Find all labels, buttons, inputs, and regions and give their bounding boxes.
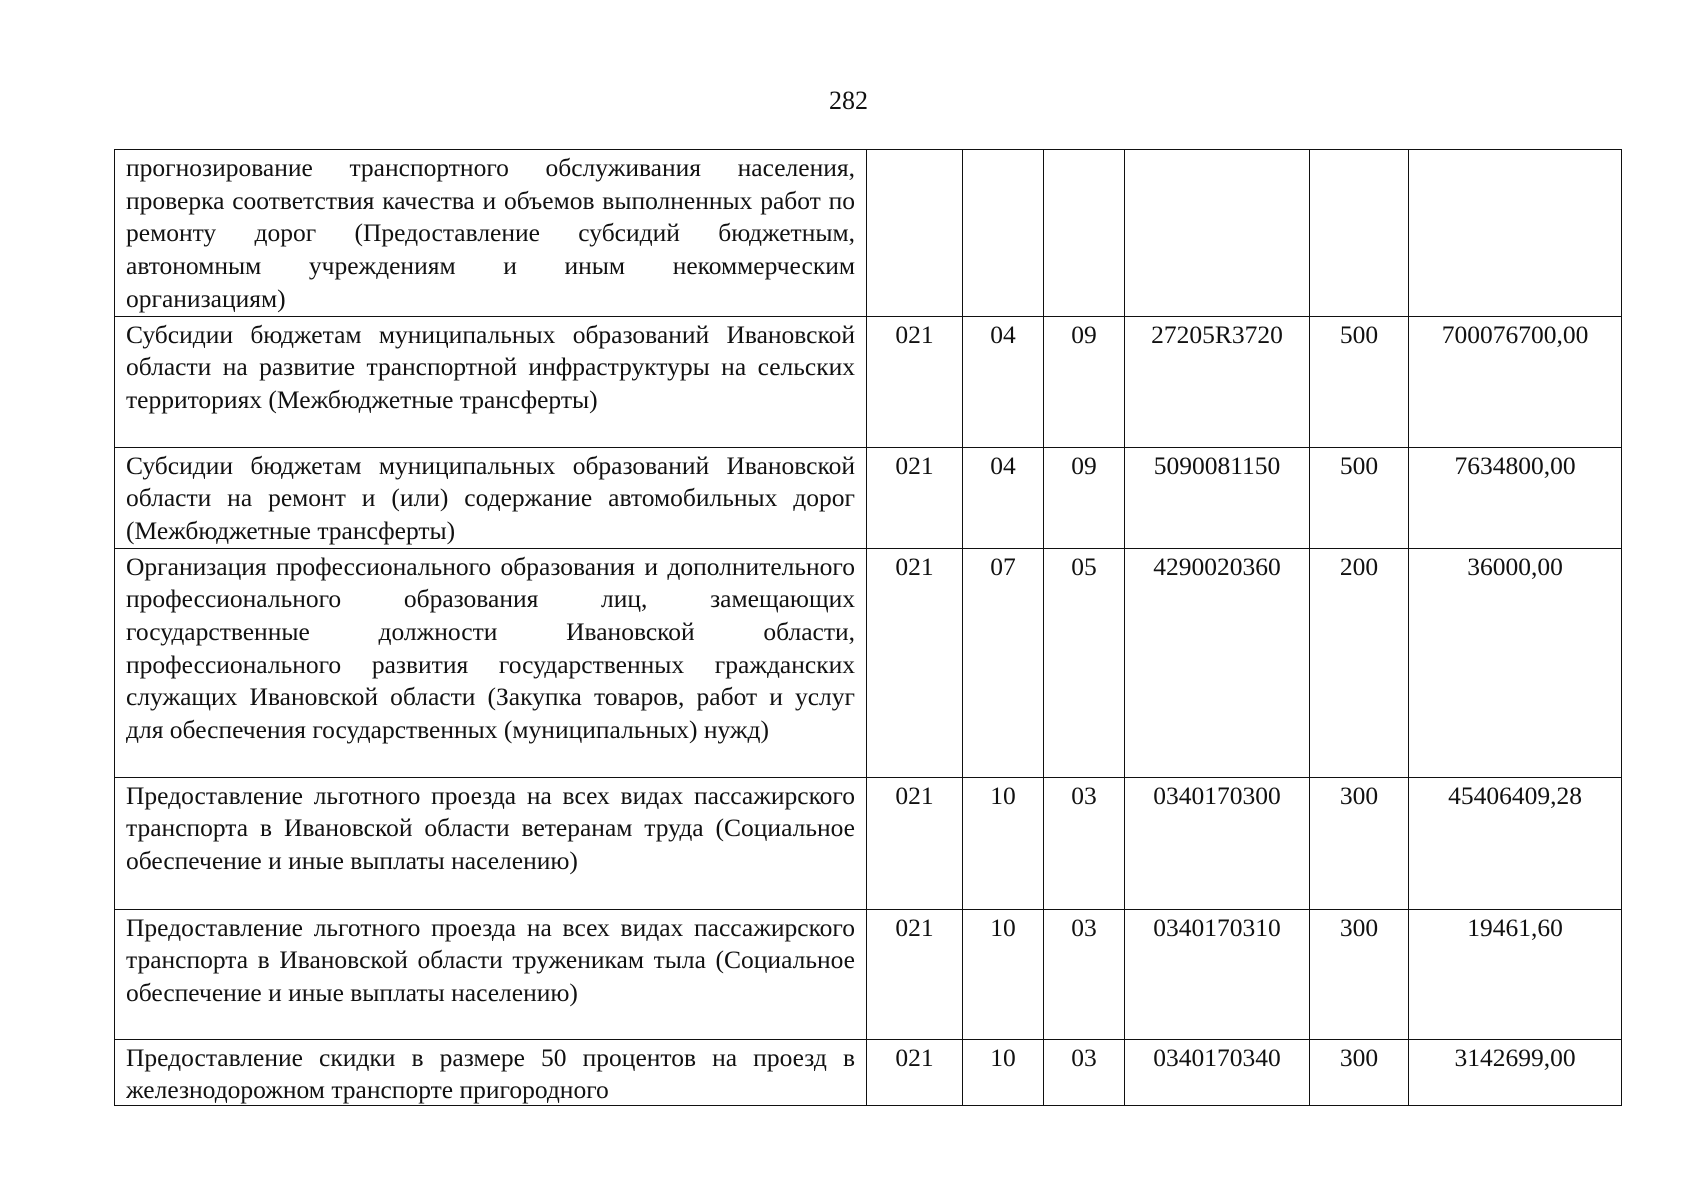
ministry-code: 021	[867, 316, 963, 447]
expense-type-code	[1310, 150, 1409, 317]
subsection-code: 09	[1044, 447, 1125, 548]
row-description: Субсидии бюджетам муниципальных образований Ивановской области на ремонт и (или) содержание автомобильных дорог (Межбюджетные трансферты)	[115, 447, 867, 548]
target-article-code: 0340170340	[1125, 1039, 1310, 1105]
subsection-code: 03	[1044, 1039, 1125, 1105]
row-description: прогнозирование транспортного обслуживания населения, проверка соответствия качества и объемов выполненных работ по ремонту дорог (Предоставление субсидий бюджетным, автономным учреждениям и иным некоммерческим организациям)	[115, 150, 867, 317]
target-article-code: 0340170310	[1125, 909, 1310, 1039]
subsection-code: 03	[1044, 909, 1125, 1039]
section-code: 07	[963, 548, 1044, 777]
target-article-code: 27205R3720	[1125, 316, 1310, 447]
section-code: 04	[963, 447, 1044, 548]
row-description: Организация профессионального образования и дополнительного профессионального образования лиц, замещающих государственные должности Ивановской области, профессионального развития государственных гражданских служащих Ивановской области (Закупка товаров, работ и услуг для обеспечения государственных (муниципальных) нужд)	[115, 548, 867, 777]
expense-type-code: 500	[1310, 316, 1409, 447]
target-article-code: 4290020360	[1125, 548, 1310, 777]
expense-type-code: 300	[1310, 777, 1409, 909]
amount: 36000,00	[1409, 548, 1622, 777]
target-article-code: 0340170300	[1125, 777, 1310, 909]
expense-type-code: 300	[1310, 1039, 1409, 1105]
amount: 3142699,00	[1409, 1039, 1622, 1105]
ministry-code: 021	[867, 909, 963, 1039]
section-code	[963, 150, 1044, 317]
row-description-cell	[115, 1039, 867, 1105]
amount: 7634800,00	[1409, 447, 1622, 548]
ministry-code: 021	[867, 548, 963, 777]
table-row	[115, 548, 1622, 777]
table-row	[115, 150, 1622, 317]
row-description: Субсидии бюджетам муниципальных образований Ивановской области на развитие транспортной инфраструктуры на сельских территориях (Межбюджетные трансферты)	[115, 316, 867, 447]
target-article-code: 5090081150	[1125, 447, 1310, 548]
table-row	[115, 909, 1622, 1039]
ministry-code: 021	[867, 1039, 963, 1105]
section-code: 10	[963, 1039, 1044, 1105]
subsection-code: 03	[1044, 777, 1125, 909]
section-code: 04	[963, 316, 1044, 447]
row-description: Предоставление льготного проезда на всех видах пассажирского транспорта в Ивановской области труженикам тыла (Социальное обеспечение и иные выплаты населению)	[115, 909, 867, 1039]
section-code: 10	[963, 909, 1044, 1039]
ministry-code	[867, 150, 963, 317]
subsection-code	[1044, 150, 1125, 317]
table-row	[115, 777, 1622, 909]
target-article-code	[1125, 150, 1310, 317]
budget-table	[114, 149, 1622, 1106]
table-row	[115, 447, 1622, 548]
ministry-code: 021	[867, 777, 963, 909]
expense-type-code: 300	[1310, 909, 1409, 1039]
ministry-code: 021	[867, 447, 963, 548]
expense-type-code: 200	[1310, 548, 1409, 777]
row-description: Предоставление скидки в размере 50 процентов на проезд в железнодорожном транспорте пригородного	[126, 1042, 855, 1105]
table-row	[115, 316, 1622, 447]
amount: 700076700,00	[1409, 316, 1622, 447]
page-number: 282	[829, 86, 868, 115]
section-code: 10	[963, 777, 1044, 909]
row-description: Предоставление льготного проезда на всех видах пассажирского транспорта в Ивановской области ветеранам труда (Социальное обеспечение и иные выплаты населению)	[115, 777, 867, 909]
expense-type-code: 500	[1310, 447, 1409, 548]
subsection-code: 05	[1044, 548, 1125, 777]
subsection-code: 09	[1044, 316, 1125, 447]
table-row	[115, 1039, 1622, 1105]
amount	[1409, 150, 1622, 317]
amount: 19461,60	[1409, 909, 1622, 1039]
amount: 45406409,28	[1409, 777, 1622, 909]
